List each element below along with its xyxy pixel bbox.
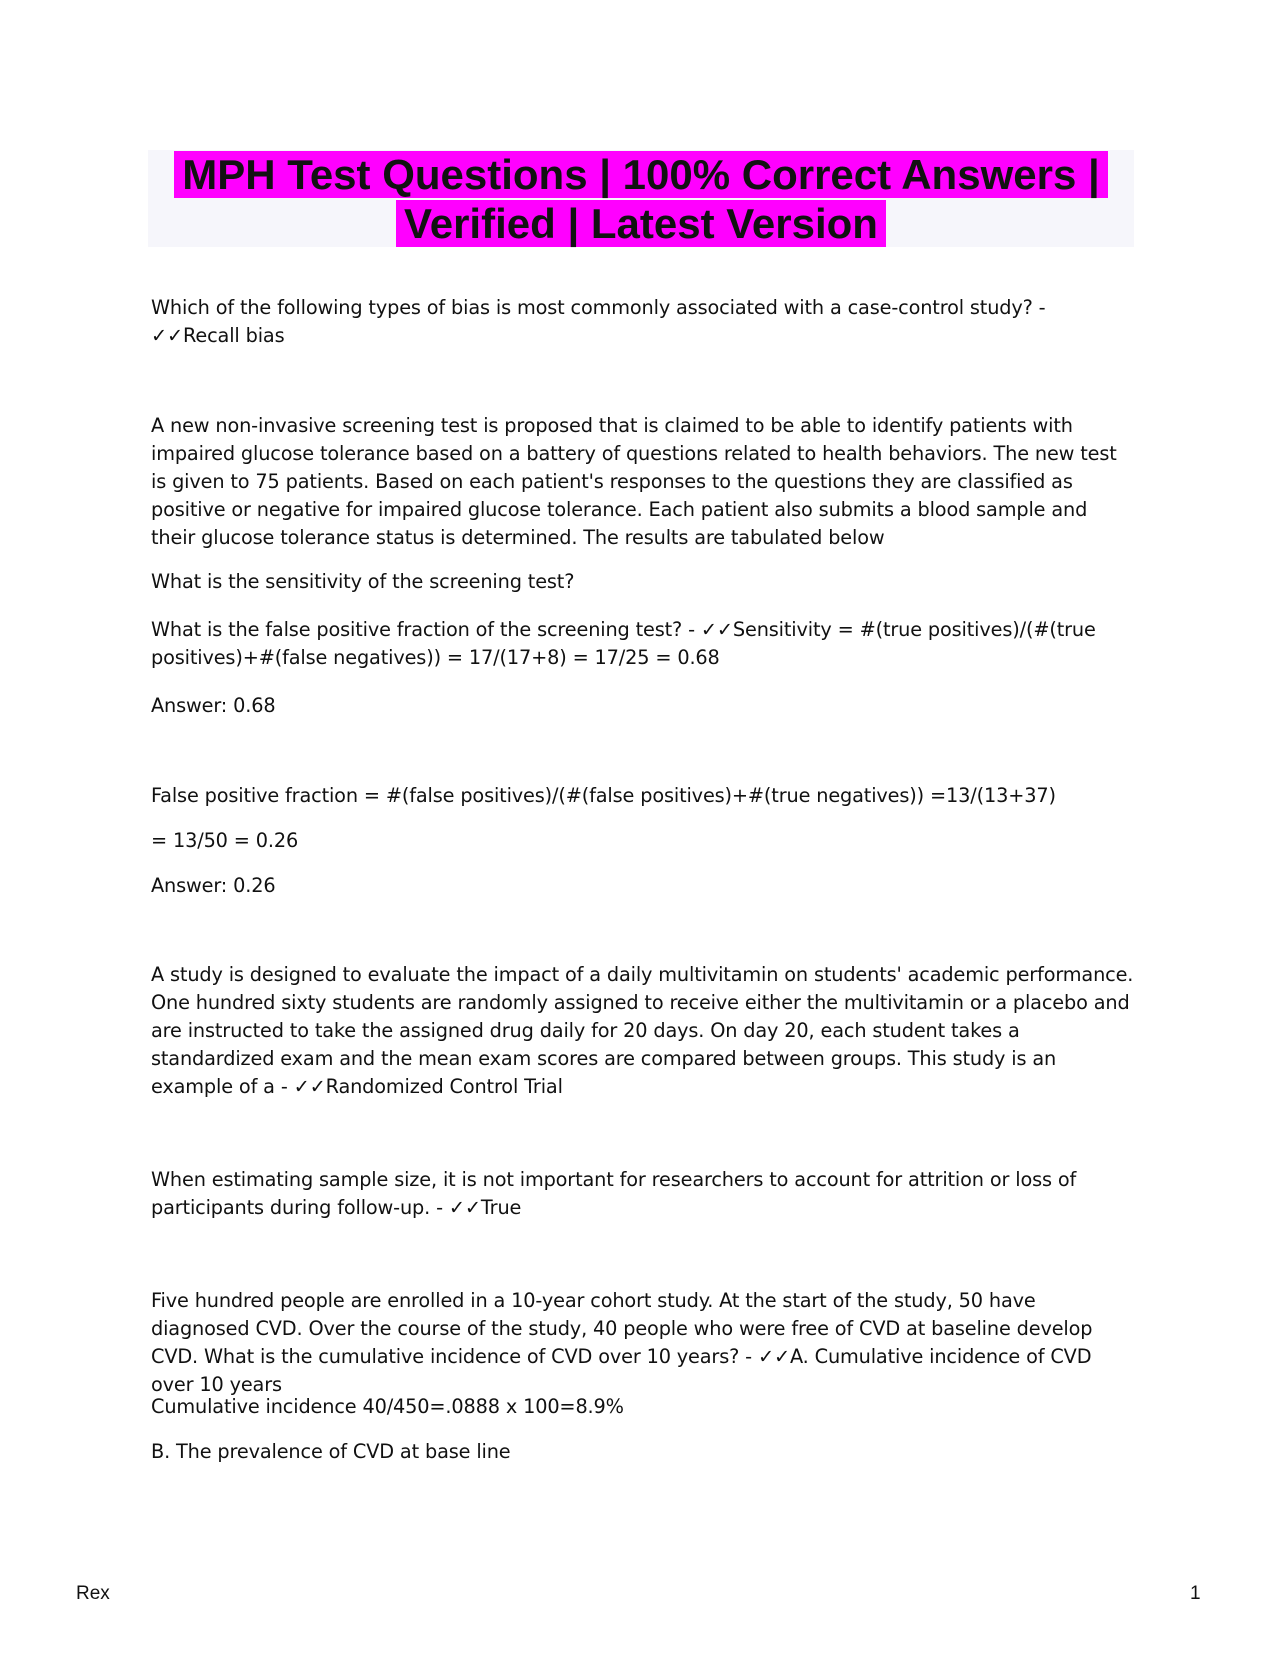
question-sample-size: When estimating sample size, it is not important for researchers to account for attrition or loss of participants during follow-up. - ✓✓True	[151, 1168, 1077, 1219]
question-false-positive-fraction: What is the false positive fraction of the screening test? - ✓✓Sensitivity = #(true positives)/(#(true positives)+#(false negatives)) = 17/(17+8) = 17/25 = 0.68	[151, 618, 1096, 669]
title-line-2: Verified | Latest Version	[396, 200, 886, 247]
false-positive-calculation: = 13/50 = 0.26	[151, 829, 299, 852]
question-recall-bias: Which of the following types of bias is most commonly associated with a case-control study? - ✓✓Recall bias	[151, 296, 1046, 347]
document-title	[148, 150, 1134, 248]
prevalence-question: B. The prevalence of CVD at base line	[151, 1440, 511, 1463]
document-title-box	[148, 150, 1134, 247]
answer-sensitivity: Answer: 0.68	[151, 694, 276, 717]
false-positive-formula: False positive fraction = #(false positives)/(#(false positives)+#(true negatives)) =13/(13+37)	[151, 784, 1056, 807]
question-cumulative-incidence: Five hundred people are enrolled in a 10-year cohort study. At the start of the study, 50 have diagnosed CVD. Over the course of the study, 40 people who were free of CVD at baseline develop CVD. What is the cumulative incidence of CVD over 10 years? - ✓✓A. Cumulative incidence of CVD over 10 years	[151, 1289, 1093, 1396]
question-study-design: A study is designed to evaluate the impact of a daily multivitamin on students' academic performance. One hundred sixty students are randomly assigned to receive either the multivitamin or a placebo and are instructed to take the assigned drug daily for 20 days. On day 20, each student takes a standardized exam and the mean exam scores are compared between groups. This study is an example of a - ✓✓Randomized Control Trial	[151, 963, 1134, 1098]
question-sensitivity: What is the sensitivity of the screening test?	[151, 570, 575, 593]
cumulative-incidence-calculation: Cumulative incidence 40/450=.0888 x 100=8.9%	[151, 1395, 624, 1418]
title-line-1: MPH Test Questions | 100% Correct Answers |	[174, 151, 1107, 198]
answer-false-positive: Answer: 0.26	[151, 874, 276, 897]
question-screening-test-intro: A new non-invasive screening test is proposed that is claimed to be able to identify patients with impaired glucose tolerance based on a battery of questions related to health behaviors. The new test is given to 75 patients. Based on each patient's responses to the questions they are classified as positive or negative for impaired glucose tolerance. Each patient also submits a blood sample and their glucose tolerance status is determined. The results are tabulated below	[151, 414, 1117, 549]
footer-author: Rex	[76, 1583, 110, 1604]
footer-page-number: 1	[1190, 1583, 1201, 1604]
